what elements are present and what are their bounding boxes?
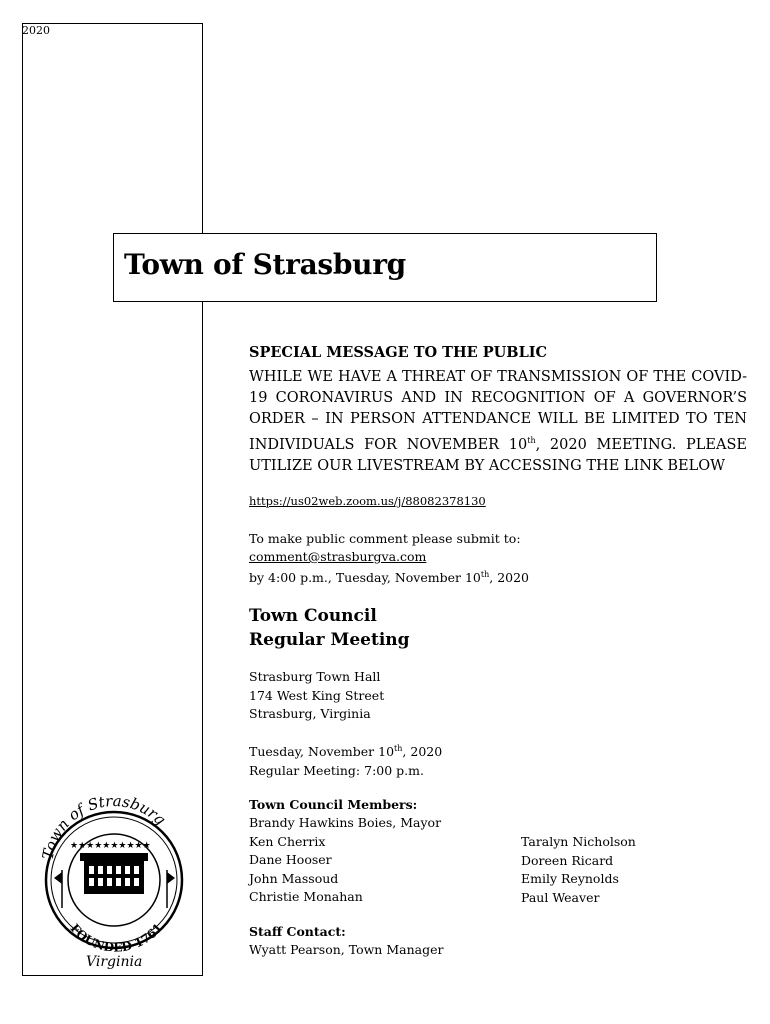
member-name: Emily Reynolds [521, 871, 619, 886]
meeting-date [249, 740, 747, 762]
town-seal-icon [34, 780, 192, 972]
svg-text:Town of Strasburg: Town of Strasburg [38, 791, 170, 862]
page-title: Town of Strasburg [124, 248, 406, 281]
comment-deadline-text-1: by 4:00 p.m., Tuesday, November 10 [249, 570, 481, 586]
comment-deadline-text-2: , 2020 [489, 570, 530, 586]
special-message-ordinal: th [527, 436, 536, 445]
member-name: Brandy Hawkins Boies, Mayor [249, 815, 442, 830]
meeting-date-text-2: , 2020 [402, 744, 443, 760]
document-year: 2020 [22, 24, 50, 37]
member-name: Taralyn Nicholson [521, 834, 636, 849]
members-heading: Town Council Members: [249, 797, 418, 812]
comment-email-link[interactable]: comment@strasburgva.com [249, 549, 427, 564]
meeting-title-line-2: Regular Meeting [249, 630, 410, 650]
livestream-link[interactable]: https://us02web.zoom.us/j/88082378130 [249, 494, 486, 508]
special-message-body [249, 367, 747, 477]
special-message-text-1: WHILE WE HAVE A THREAT OF TRANSMISSION OF THE COVID-19 CORONAVIRUS AND IN RECOGNITION OF A GOVERNOR’S ORDER – IN PERSON ATTENDANCE WILL BE LIMITED TO TEN INDIVIDUALS FOR NOVEMBER 10 [249, 369, 747, 453]
meeting-location [249, 668, 747, 724]
member-name: Paul Weaver [521, 889, 600, 905]
member-name: John Massoud [249, 870, 339, 886]
svg-text:FOUNDED 1761: FOUNDED 1761 [67, 920, 166, 955]
location-line: Strasburg, Virginia [249, 706, 371, 721]
comment-deadline-ordinal: th [480, 570, 490, 579]
special-message-heading: SPECIAL MESSAGE TO THE PUBLIC [249, 344, 548, 361]
special-message-text-2: , 2020 MEETING. PLEASE UTILIZE OUR LIVESTREAM BY ACCESSING THE LINK BELOW [249, 436, 747, 474]
title-box [113, 233, 657, 302]
svg-text:★★★★★★★★★★: ★★★★★★★★★★ [70, 841, 151, 851]
meeting-title [249, 604, 747, 652]
location-line: 174 West King Street [249, 687, 385, 703]
meeting-time: Regular Meeting: 7:00 p.m. [249, 762, 424, 778]
member-name: Christie Monahan [249, 889, 363, 904]
svg-text:Virginia: Virginia [86, 954, 143, 970]
member-name: Dane Hooser [249, 852, 332, 867]
staff-contact: Wyatt Pearson, Town Manager [249, 942, 444, 957]
comment-deadline [249, 566, 747, 587]
comment-block [249, 530, 747, 587]
member-name: Doreen Ricard [521, 852, 614, 868]
meeting-date-text-1: Tuesday, November 10 [249, 744, 395, 760]
staff-heading: Staff Contact: [249, 924, 346, 939]
meeting-title-line-1: Town Council [249, 606, 377, 626]
location-line: Strasburg Town Hall [249, 669, 381, 684]
members-list-right [521, 833, 721, 907]
comment-intro: To make public comment please submit to: [249, 531, 521, 546]
meeting-datetime [249, 740, 747, 780]
member-name: Ken Cherrix [249, 833, 326, 849]
meeting-date-ordinal: th [394, 744, 403, 753]
